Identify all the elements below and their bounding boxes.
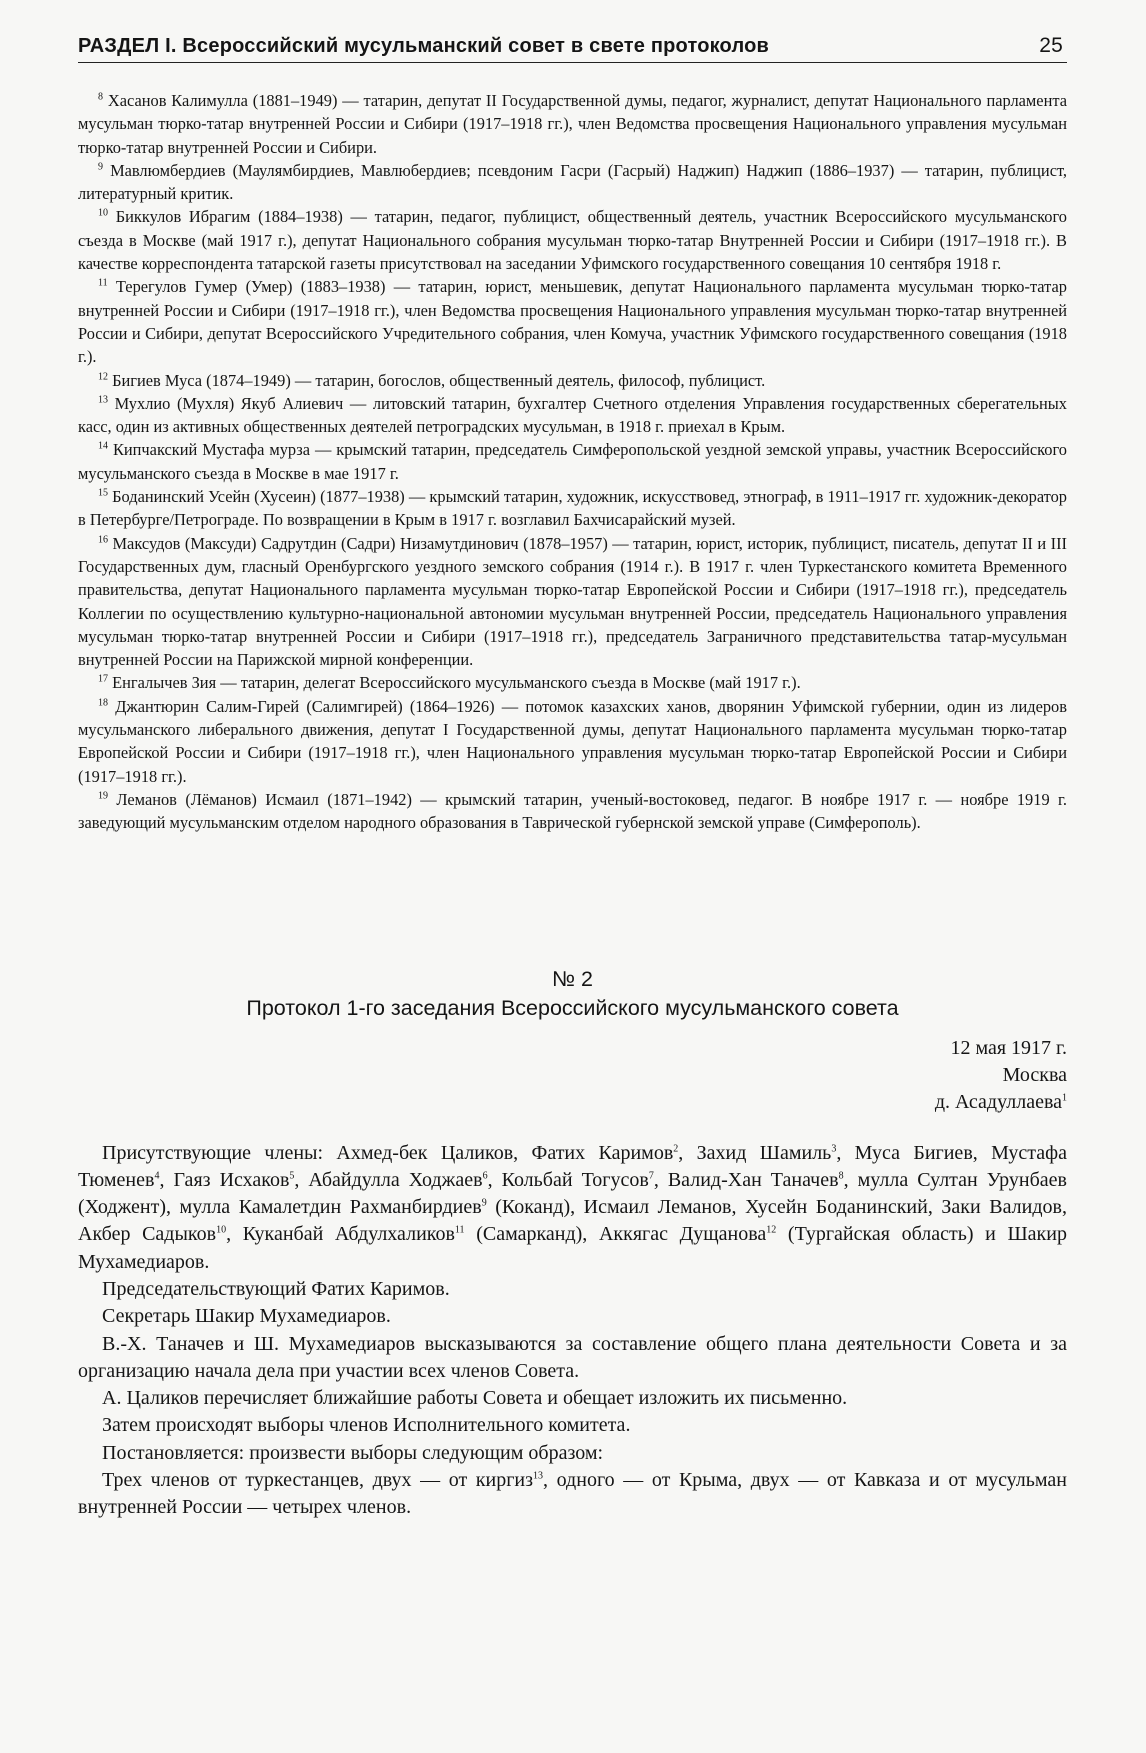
footnote-number: 18: [98, 697, 108, 709]
footnote-number: 14: [98, 440, 108, 452]
footnote: [78, 369, 1067, 392]
footnote-text: Боданинский Усейн (Хусеин) (1877–1938) — крымский татарин, художник, искусствовед, этнограф, в 1911–1917 гг. художник-декоратор в Петербурге/Петрограде. По возвращении в Крым в 1917 г. возглавил Бахчисарайский музей.: [78, 487, 1068, 530]
footnote: [78, 205, 1067, 275]
footnote: [78, 159, 1067, 206]
footnote-number: 12: [98, 371, 108, 383]
footnote-number: 17: [98, 673, 108, 685]
document-place: Москва: [1002, 1063, 1067, 1086]
attendees-paragraph: Присутствующие члены: Ахмед-бек Цаликов, Фатих Каримов$^2$, Захид Шамиль$^3$, Муса Бигиев, Мустафа Тюменев$^4$, Гаяз Исхаков$^5$, Абайдулла Ходжаев$^6$, Кольбай Тогусов$^7$, Валид-Хан Таначев$^8$, мулла Султан Урунбаев (Ходжент), мулла Камалетдин Рахманбирдиев$^9$ (Коканд), Исмаил Леманов, Хусейн Боданинский, Заки Валидов, Акбер Садыков$^{10}$, Куканбай Абдулхаликов$^{11}$ (Самарканд), Аккягас Дущанова$^{12}$ (Тургайская область) и Шакир Мухамедиаров.: [78, 1141, 1067, 1273]
footnote-number: 8: [98, 91, 103, 103]
document-date: 12 мая 1917 г.: [950, 1036, 1067, 1059]
protocol-paragraph: В.-Х. Таначев и Ш. Мухамедиаров высказываются за составление общего плана деятельности Совета и за организацию начала дела при участии всех членов Совета.: [78, 1332, 1067, 1382]
protocol-body: [78, 1140, 1067, 1522]
footnote-text: Мавлюмбердиев (Маулямбирдиев, Мавлюбердиев; псевдоним Гасри (Гасрый) Наджип) Наджип (1886–1937) — татарин, публицист, литературный критик.: [78, 160, 1067, 204]
footnote-text: Кипчакский Мустафа мурза — крымский татарин, председатель Симферопольской уездной земской управы, участник Всероссийского мусульманского съезда в Москве в мае 1917 г.: [78, 440, 1067, 483]
footnote: [78, 438, 1067, 485]
footnote-text: Хасанов Калимулла (1881–1949) — татарин, депутат II Государственной думы, педагог, журналист, депутат Национального парламента мусульман тюрко-татар внутренней России и Сибири (1917–1918 гг.), член Ведомства просвещения Национального управления мусульман тюрко-татар внутренней России и Сибири.: [78, 91, 1067, 157]
document-title: Протокол 1-го заседания Всероссийского мусульманского совета: [246, 995, 899, 1020]
secretary-line: Секретарь Шакир Мухамедиаров.: [102, 1305, 391, 1328]
footnote: [78, 532, 1067, 672]
footnote: [78, 485, 1067, 532]
footnote-text: Биккулов Ибрагим (1884–1938) — татарин, педагог, публицист, общественный деятель, участник Всероссийского мусульманского съезда в Москве (май 1917 г.), депутат Национального собрания мусульман тюрко-татар Внутренней России и Сибири (1917–1918 гг.). В качестве корреспондента татарской газеты присутствовал на заседании Уфимского государственного совещания 10 сентября 1918 г.: [78, 207, 1067, 274]
archive-reference: д. Асадуллаева$^1$: [934, 1090, 1067, 1113]
footnote-number: 19: [98, 790, 108, 802]
footnote: [78, 392, 1067, 439]
footnote-number: 11: [98, 277, 108, 289]
footnote: [78, 89, 1067, 159]
footnote-number: 10: [98, 208, 108, 220]
footnote-text: Енгалычев Зия — татарин, делегат Всероссийского мусульманского съезда в Москве (май 1917 г.).: [112, 673, 801, 693]
footnote-text: Максудов (Максуди) Садрутдин (Садри) Низамутдинович (1878–1957) — татарин, юрист, историк, публицист, писатель, депутат II и III Государственных дум, гласный Оренбургского уездного земского собрания (1914 г.). В 1917 г. член Туркестанского комитета Временного правительства, депутат Национального парламента мусульман тюрко-татар Европейской России и Сибири (1917–1918 гг.), председатель Коллегии по осуществлению культурно-национальной автономии мусульман внутренней России, председатель Национального управления мусульман тюрко-татар внутренней России и Сибири (1917–1918 гг.), председатель Заграничного представительства татар-мусульман внутренней России на Парижской мирной конференции.: [78, 533, 1067, 670]
chairman-line: Председательствующий Фатих Каримов.: [102, 1277, 450, 1300]
footnote: [78, 788, 1067, 835]
running-header: [78, 34, 1067, 63]
blank-space: [78, 835, 1067, 967]
page-number: 25: [1039, 34, 1063, 57]
protocol-paragraph: Трех членов от туркестанцев, двух — от киргиз$^{13}$, одного — от Крыма, двух — от Кавказа и от мусульман внутренней России — четырех членов.: [78, 1469, 1068, 1519]
footnote-text: Терегулов Гумер (Умер) (1883–1938) — татарин, юрист, меньшевик, депутат Национального парламента мусульман тюрко-татар внутренней России и Сибири (1917–1918 гг.), член Ведомства просвещения Национального управления мусульман тюрко-татар внутренней России и Сибири, депутат Всероссийского Учредительного собрания, член Комуча, участник Уфимского государственного совещания (1918 г.).: [78, 277, 1067, 367]
footnote-number: 9: [98, 161, 103, 173]
protocol-paragraph: Затем происходят выборы членов Исполнительного комитета.: [102, 1414, 631, 1437]
document-meta: [78, 1035, 1067, 1116]
footnote: [78, 275, 1067, 368]
footnote-number: 16: [98, 534, 108, 546]
footnote: [78, 671, 1067, 694]
page: [78, 34, 1067, 1522]
footnote-text: Леманов (Лёманов) Исмаил (1871–1942) — крымский татарин, ученый-востоковед, педагог. В ноябре 1917 г. — ноябре 1919 г. заведующий мусульманским отделом народного образования в Таврической губернской земской управе (Симферополь).: [78, 789, 1068, 833]
document-number: № 2: [552, 966, 593, 991]
footnote-number: 15: [98, 487, 108, 499]
footnote-text: Джантюрин Салим-Гирей (Салимгирей) (1864–1926) — потомок казахских ханов, дворянин Уфимской губернии, один из лидеров мусульманского либерального движения, депутат I Государственной думы, депутат Национального парламента мусульман тюрко-татар Европейской России и Сибири (1917–1918 гг.), член Национального управления мусульман тюрко-татар Европейской России и Сибири (1917–1918 гг.).: [78, 696, 1067, 786]
footnote-text: Мухлио (Мухля) Якуб Алиевич — литовский татарин, бухгалтер Счетного отделения Управления государственных сберегательных касс, один из активных общественных деятелей петроградских мусульман, в 1918 г. приехал в Крым.: [78, 393, 1067, 437]
footnote-text: Бигиев Муса (1874–1949) — татарин, богослов, общественный деятель, философ, публицист.: [112, 370, 766, 390]
protocol-paragraph: Постановляется: произвести выборы следующим образом:: [102, 1441, 604, 1464]
footnotes: [78, 89, 1067, 835]
footnote-number: 13: [98, 394, 108, 406]
footnote: [78, 695, 1067, 788]
protocol-paragraph: А. Цаликов перечисляет ближайшие работы Совета и обещает изложить их письменно.: [102, 1387, 848, 1410]
section-title: РАЗДЕЛ I. Всероссийский мусульманский совет в свете протоколов: [78, 35, 770, 57]
